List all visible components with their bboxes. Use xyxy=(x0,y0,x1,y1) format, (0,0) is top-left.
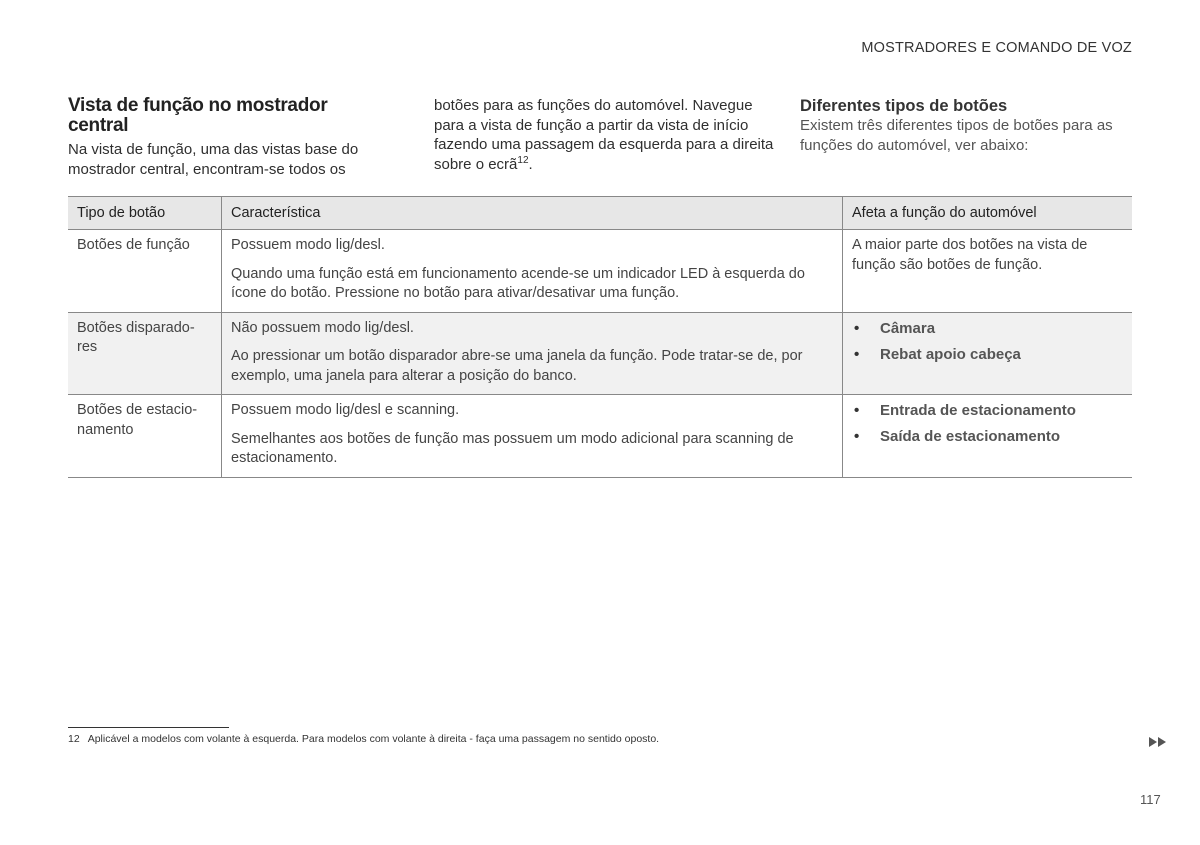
table-header-row xyxy=(68,197,1132,230)
section-title: MOSTRADORES E COMANDO DE VOZ xyxy=(861,40,1132,56)
list-item-label: Rebat apoio cabeça xyxy=(880,345,1021,363)
subheading: Diferentes tipos de botões xyxy=(800,97,1008,115)
cell-affects xyxy=(843,395,1133,478)
list-item[interactable] xyxy=(852,319,1123,339)
intro-column-3 xyxy=(800,96,1135,155)
intro-paragraph-2-end: . xyxy=(528,155,533,173)
affected-functions-list xyxy=(852,401,1123,447)
double-arrow-right-icon[interactable] xyxy=(1148,736,1168,748)
intro-column-1 xyxy=(68,96,378,179)
footnote-divider xyxy=(68,727,229,728)
bullet-icon: • xyxy=(854,345,860,363)
list-item[interactable] xyxy=(852,427,1123,447)
cell-characteristic xyxy=(222,395,843,478)
cell-affects: A maior parte dos botões na vista de função são botões de função. xyxy=(843,230,1133,313)
characteristic-detail: Semelhantes aos botões de função mas possuem um modo adicional para scanning de estacionamento. xyxy=(231,430,794,466)
footnote-reference[interactable]: 12 xyxy=(517,154,529,166)
cell-characteristic xyxy=(222,230,843,313)
footnote xyxy=(68,733,659,745)
characteristic-summary: Não possuem modo lig/desl. xyxy=(231,319,414,336)
column-header-affects: Afeta a função do automóvel xyxy=(843,197,1133,230)
cell-button-type: Botões disparado-res xyxy=(68,312,222,395)
button-types-table xyxy=(68,196,1132,478)
bullet-icon: • xyxy=(854,428,860,445)
footnote-text: Aplicável a modelos com volante à esquerda. Para modelos com volante à direita - faça uma passagem no sentido oposto. xyxy=(87,733,660,745)
list-item-label: Entrada de estacionamento xyxy=(880,402,1076,419)
list-item[interactable] xyxy=(852,401,1123,421)
characteristic-detail: Ao pressionar um botão disparador abre-se uma janela da função. Pode tratar-se de, por exemplo, uma janela para alterar a posição do banco. xyxy=(231,348,803,384)
cell-characteristic xyxy=(222,312,843,395)
characteristic-summary: Possuem modo lig/desl e scanning. xyxy=(231,402,460,418)
table-row xyxy=(68,395,1132,478)
table-row xyxy=(68,312,1132,395)
bullet-icon: • xyxy=(854,319,860,337)
list-item[interactable] xyxy=(852,345,1123,365)
bullet-icon: • xyxy=(854,402,860,419)
cell-button-type: Botões de estacio-namento xyxy=(68,395,222,478)
column-header-characteristic: Característica xyxy=(222,197,843,230)
characteristic-summary: Possuem modo lig/desl. xyxy=(231,237,385,253)
intro-paragraph-2 xyxy=(434,96,774,174)
intro-paragraph-1: Na vista de função, uma das vistas base do mostrador central, encontram-se todos os xyxy=(68,141,359,178)
page-heading: Vista de função no mostrador central xyxy=(68,95,328,136)
cell-button-type: Botões de função xyxy=(68,230,222,313)
table-row xyxy=(68,230,1132,313)
intro-paragraph-2-text: botões para as funções do automóvel. Navegue para a vista de função a partir da vista de início fazendo uma passagem da esquerda para a direita sobre o ecrã xyxy=(434,97,774,173)
cell-affects xyxy=(843,312,1133,395)
affected-functions-list xyxy=(852,319,1123,365)
list-item-label: Câmara xyxy=(880,319,936,337)
subheading-paragraph: Existem três diferentes tipos de botões para as funções do automóvel, ver abaixo: xyxy=(800,117,1113,154)
intro-column-2 xyxy=(434,96,774,174)
list-item-label: Saída de estacionamento xyxy=(880,428,1061,445)
page-number: 117 xyxy=(1140,792,1161,807)
characteristic-detail: Quando uma função está em funcionamento acende-se um indicador LED à esquerda do ícone do botão. Pressione no botão para ativar/desativar uma função. xyxy=(231,265,805,301)
footnote-number: 12 xyxy=(68,733,80,745)
column-header-type: Tipo de botão xyxy=(68,197,222,230)
